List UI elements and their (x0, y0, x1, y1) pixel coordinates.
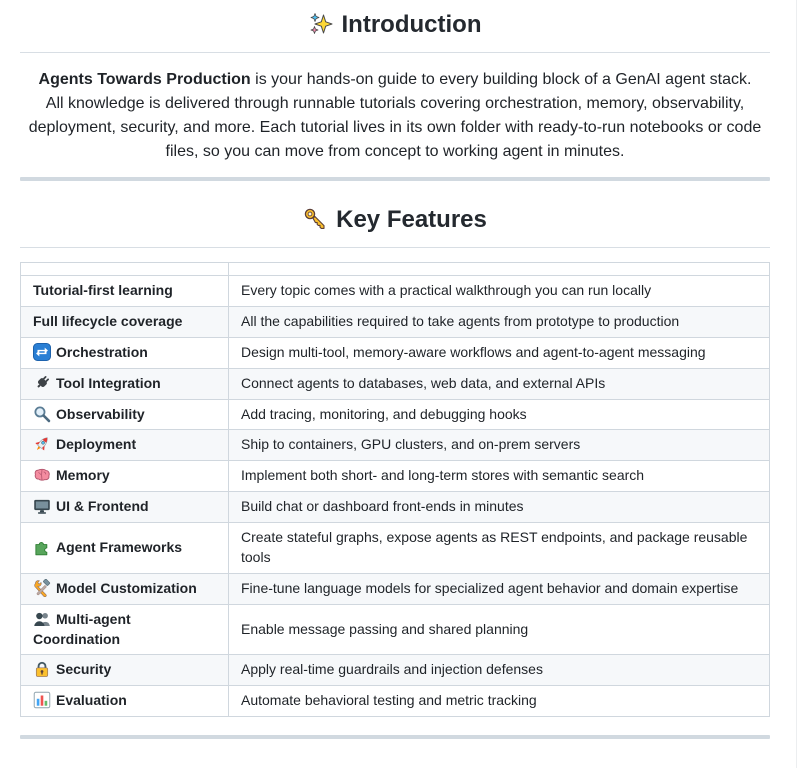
feature-row (21, 337, 770, 368)
feature-row (21, 461, 770, 492)
feature-description: Implement both short- and long-term stores with semantic search (229, 461, 770, 492)
feature-row (21, 523, 770, 574)
features-table (20, 262, 770, 717)
feature-row (21, 655, 770, 686)
feature-description: Apply real-time guardrails and injection defenses (229, 655, 770, 686)
puzzle-icon (33, 538, 51, 556)
feature-description: Create stateful graphs, expose agents as REST endpoints, and package reusable tools (229, 523, 770, 574)
page-right-edge (796, 0, 797, 768)
feature-label: Security (56, 661, 112, 678)
feature-description: Fine-tune language models for specialized agent behavior and domain expertise (229, 573, 770, 604)
plug-icon (33, 374, 51, 392)
magnifier-icon (33, 405, 51, 423)
feature-row (21, 399, 770, 430)
key-features-heading-text: Key Features (336, 206, 487, 233)
feature-row (21, 492, 770, 523)
feature-description: Enable message passing and shared planning (229, 604, 770, 655)
feature-description: Add tracing, monitoring, and debugging hooks (229, 399, 770, 430)
features-header-desc (229, 263, 770, 276)
introduction-heading (20, 10, 770, 53)
feature-description: Connect agents to databases, web data, and external APIs (229, 368, 770, 399)
feature-row (21, 686, 770, 717)
feature-description: Ship to containers, GPU clusters, and on-prem servers (229, 430, 770, 461)
feature-row (21, 368, 770, 399)
feature-row (21, 430, 770, 461)
feature-label: Tool Integration (56, 374, 161, 391)
busts-icon (33, 610, 51, 628)
lock-icon (33, 660, 51, 678)
feature-row (21, 573, 770, 604)
rocket-icon (33, 435, 51, 453)
hammer-wrench-icon (33, 579, 51, 597)
sparkles-icon (309, 12, 333, 44)
bottom-divider (20, 735, 770, 739)
key-icon (303, 207, 327, 239)
feature-label: Memory (56, 467, 110, 484)
features-header-label (21, 263, 229, 276)
introduction-paragraph (20, 68, 770, 164)
feature-label: Deployment (56, 436, 137, 453)
bar-chart-icon (33, 691, 51, 709)
intro-lead-rest: is your hands-on guide to every building block of a GenAI agent stack. (250, 71, 752, 88)
feature-label: Multi-agent Coordination (33, 610, 131, 647)
intro-lead-bold: Agents Towards Production (38, 71, 251, 88)
desktop-icon (33, 497, 51, 515)
key-features-heading (20, 205, 770, 248)
feature-description: Every topic comes with a practical walkthrough you can run locally (229, 276, 770, 307)
feature-label: Observability (56, 405, 145, 422)
feature-label: Tutorial-first learning (33, 282, 173, 298)
intro-body-text: All knowledge is delivered through runnable tutorials covering orchestration, memory, observability, deployment, security, and more. Each tutorial lives in its own folder with ready-to-run notebooks or code files, so you can move from concept to working agent in minutes. (28, 95, 762, 160)
section-divider (20, 177, 770, 181)
introduction-heading-text: Introduction (341, 11, 482, 38)
feature-description: Automate behavioral testing and metric tracking (229, 686, 770, 717)
feature-label: Orchestration (56, 343, 148, 360)
feature-description: All the capabilities required to take agents from prototype to production (229, 306, 770, 337)
feature-description: Design multi-tool, memory-aware workflows and agent-to-agent messaging (229, 337, 770, 368)
brain-icon (33, 466, 51, 484)
key-features-section (20, 205, 770, 717)
feature-label: Model Customization (56, 579, 197, 596)
repeat-icon (33, 343, 51, 361)
feature-row (21, 604, 770, 655)
feature-label: Agent Frameworks (56, 538, 183, 555)
feature-row (21, 276, 770, 307)
feature-description: Build chat or dashboard front-ends in minutes (229, 492, 770, 523)
feature-label: Full lifecycle coverage (33, 312, 183, 329)
features-header-row (21, 263, 770, 276)
feature-row (21, 306, 770, 337)
feature-label: UI & Frontend (56, 498, 149, 515)
feature-label: Evaluation (56, 692, 127, 709)
